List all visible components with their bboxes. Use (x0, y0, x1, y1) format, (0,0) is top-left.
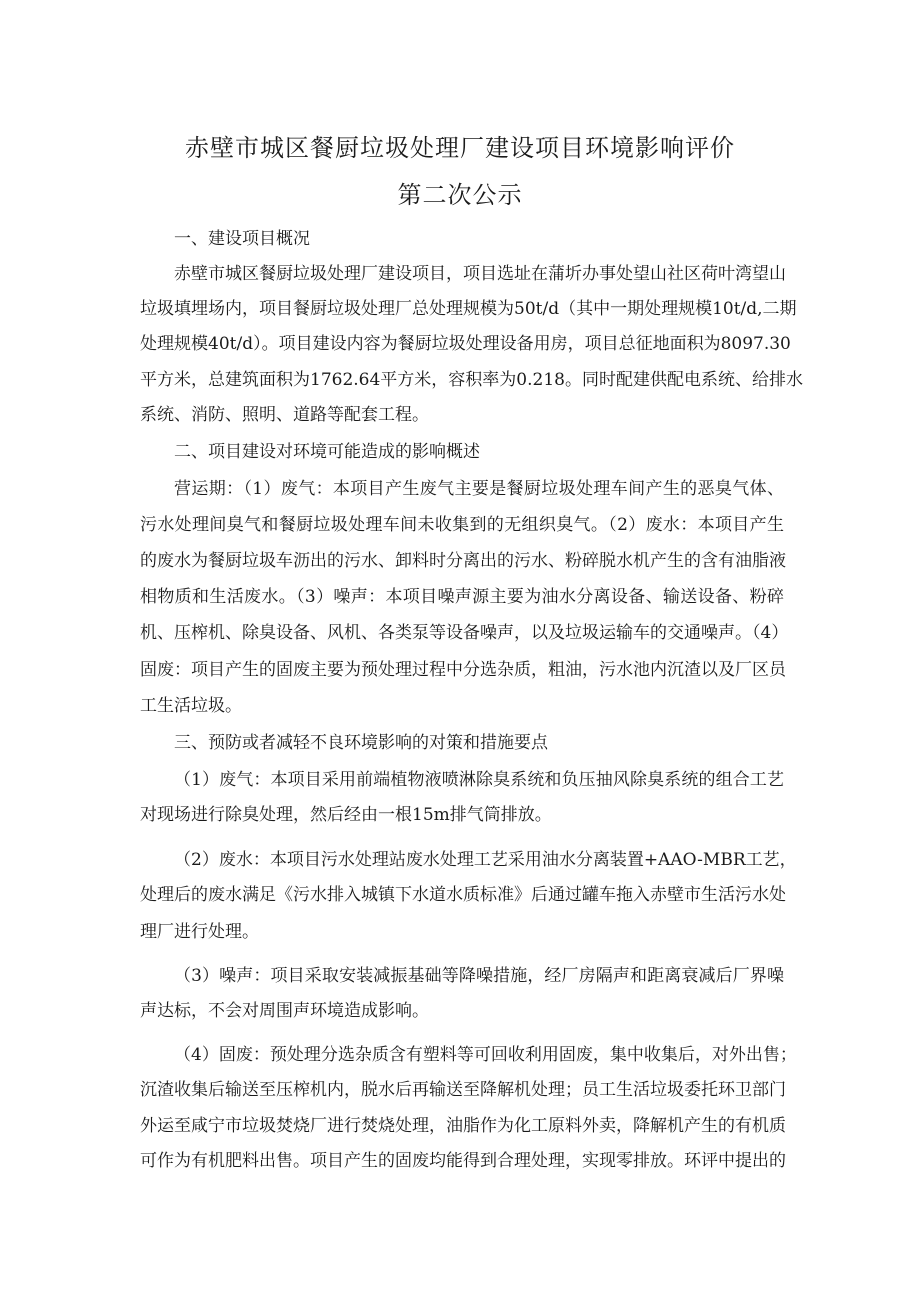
section1-line: 处理规模40t/d）。项目建设内容为餐厨垃圾处理设备用房，项目总征地面积为8097.30 (140, 334, 791, 354)
section1-line: 系统、消防、照明、道路等配套工程。 (140, 405, 429, 425)
document-subtitle: 第二次公示 (397, 181, 523, 209)
section3-p2-line: 理厂进行处理。 (140, 922, 259, 942)
section3-p1-line: （1）废气：本项目采用前端植物液喷淋除臭系统和负压抽风除臭系统的组合工艺 (174, 770, 784, 790)
section2-line: 营运期：（1）废气：本项目产生废气主要是餐厨垃圾处理车间产生的恶臭气体、 (174, 479, 784, 499)
section2-line: 的废水为餐厨垃圾车沥出的污水、卸料时分离出的污水、粉碎脱水机产生的含有油脂液 (140, 551, 786, 571)
document-title: 赤壁市城区餐厨垃圾处理厂建设项目环境影响评价 (185, 134, 735, 162)
section2-line: 机、压榨机、除臭设备、风机、各类泵等设备噪声，以及垃圾运输车的交通噪声。（4） (140, 623, 789, 643)
section3-p3-line: （3）噪声：项目采取安装减振基础等降噪措施，经厂房隔声和距离衰减后厂界噪 (174, 966, 784, 986)
section2-line: 工生活垃圾。 (140, 696, 242, 716)
section1-line: 平方米，总建筑面积为1762.64平方米，容积率为0.218。同时配建供配电系统、给排水 (140, 370, 803, 390)
section3-p4-line: （4）固废：预处理分选杂质含有塑料等可回收利用固废，集中收集后，对外出售； (174, 1045, 797, 1065)
section1-heading: 一、建设项目概况 (174, 229, 310, 249)
section3-p4-line: 可作为有机肥料出售。项目产生的固废均能得到合理处理，实现零排放。环评中提出的 (140, 1151, 786, 1171)
section2-line: 固废：项目产生的固废主要为预处理过程中分选杂质，粗油，污水池内沉渣以及厂区员 (140, 660, 786, 680)
section3-p1-line: 对现场进行除臭处理，然后经由一根15m排气筒排放。 (140, 805, 552, 825)
section3-heading: 三、预防或者减轻不良环境影响的对策和措施要点 (174, 733, 548, 753)
section2-line: 污水处理间臭气和餐厨垃圾处理车间未收集到的无组织臭气。（2）废水：本项目产生 (140, 515, 784, 535)
section2-heading: 二、项目建设对环境可能造成的影响概述 (174, 442, 480, 462)
section2-line: 相物质和生活废水。（3）噪声：本项目噪声源主要为油水分离设备、输送设备、粉碎 (140, 587, 784, 607)
section3-p3-line: 声达标，不会对周围声环境造成影响。 (140, 1001, 429, 1021)
section1-line: 赤壁市城区餐厨垃圾处理厂建设项目，项目选址在蒲圻办事处望山社区荷叶湾望山 (174, 264, 786, 284)
section1-line: 垃圾填埋场内，项目餐厨垃圾处理厂总处理规模为50t/d（其中一期处理规模10t/d,二期 (140, 299, 797, 319)
section3-p2-line: 处理后的废水满足《污水排入城镇下水道水质标准》后通过罐车拖入赤壁市生活污水处 (140, 885, 786, 905)
section3-p4-line: 沉渣收集后输送至压榨机内，脱水后再输送至降解机处理；员工生活垃圾委托环卫部门 (140, 1080, 786, 1100)
section3-p4-line: 外运至咸宁市垃圾焚烧厂进行焚烧处理，油脂作为化工原料外卖，降解机产生的有机质 (140, 1116, 786, 1136)
section3-p2-line: （2）废水：本项目污水处理站废水处理工艺采用油水分离装置+AAO-MBR工艺， (174, 850, 797, 870)
